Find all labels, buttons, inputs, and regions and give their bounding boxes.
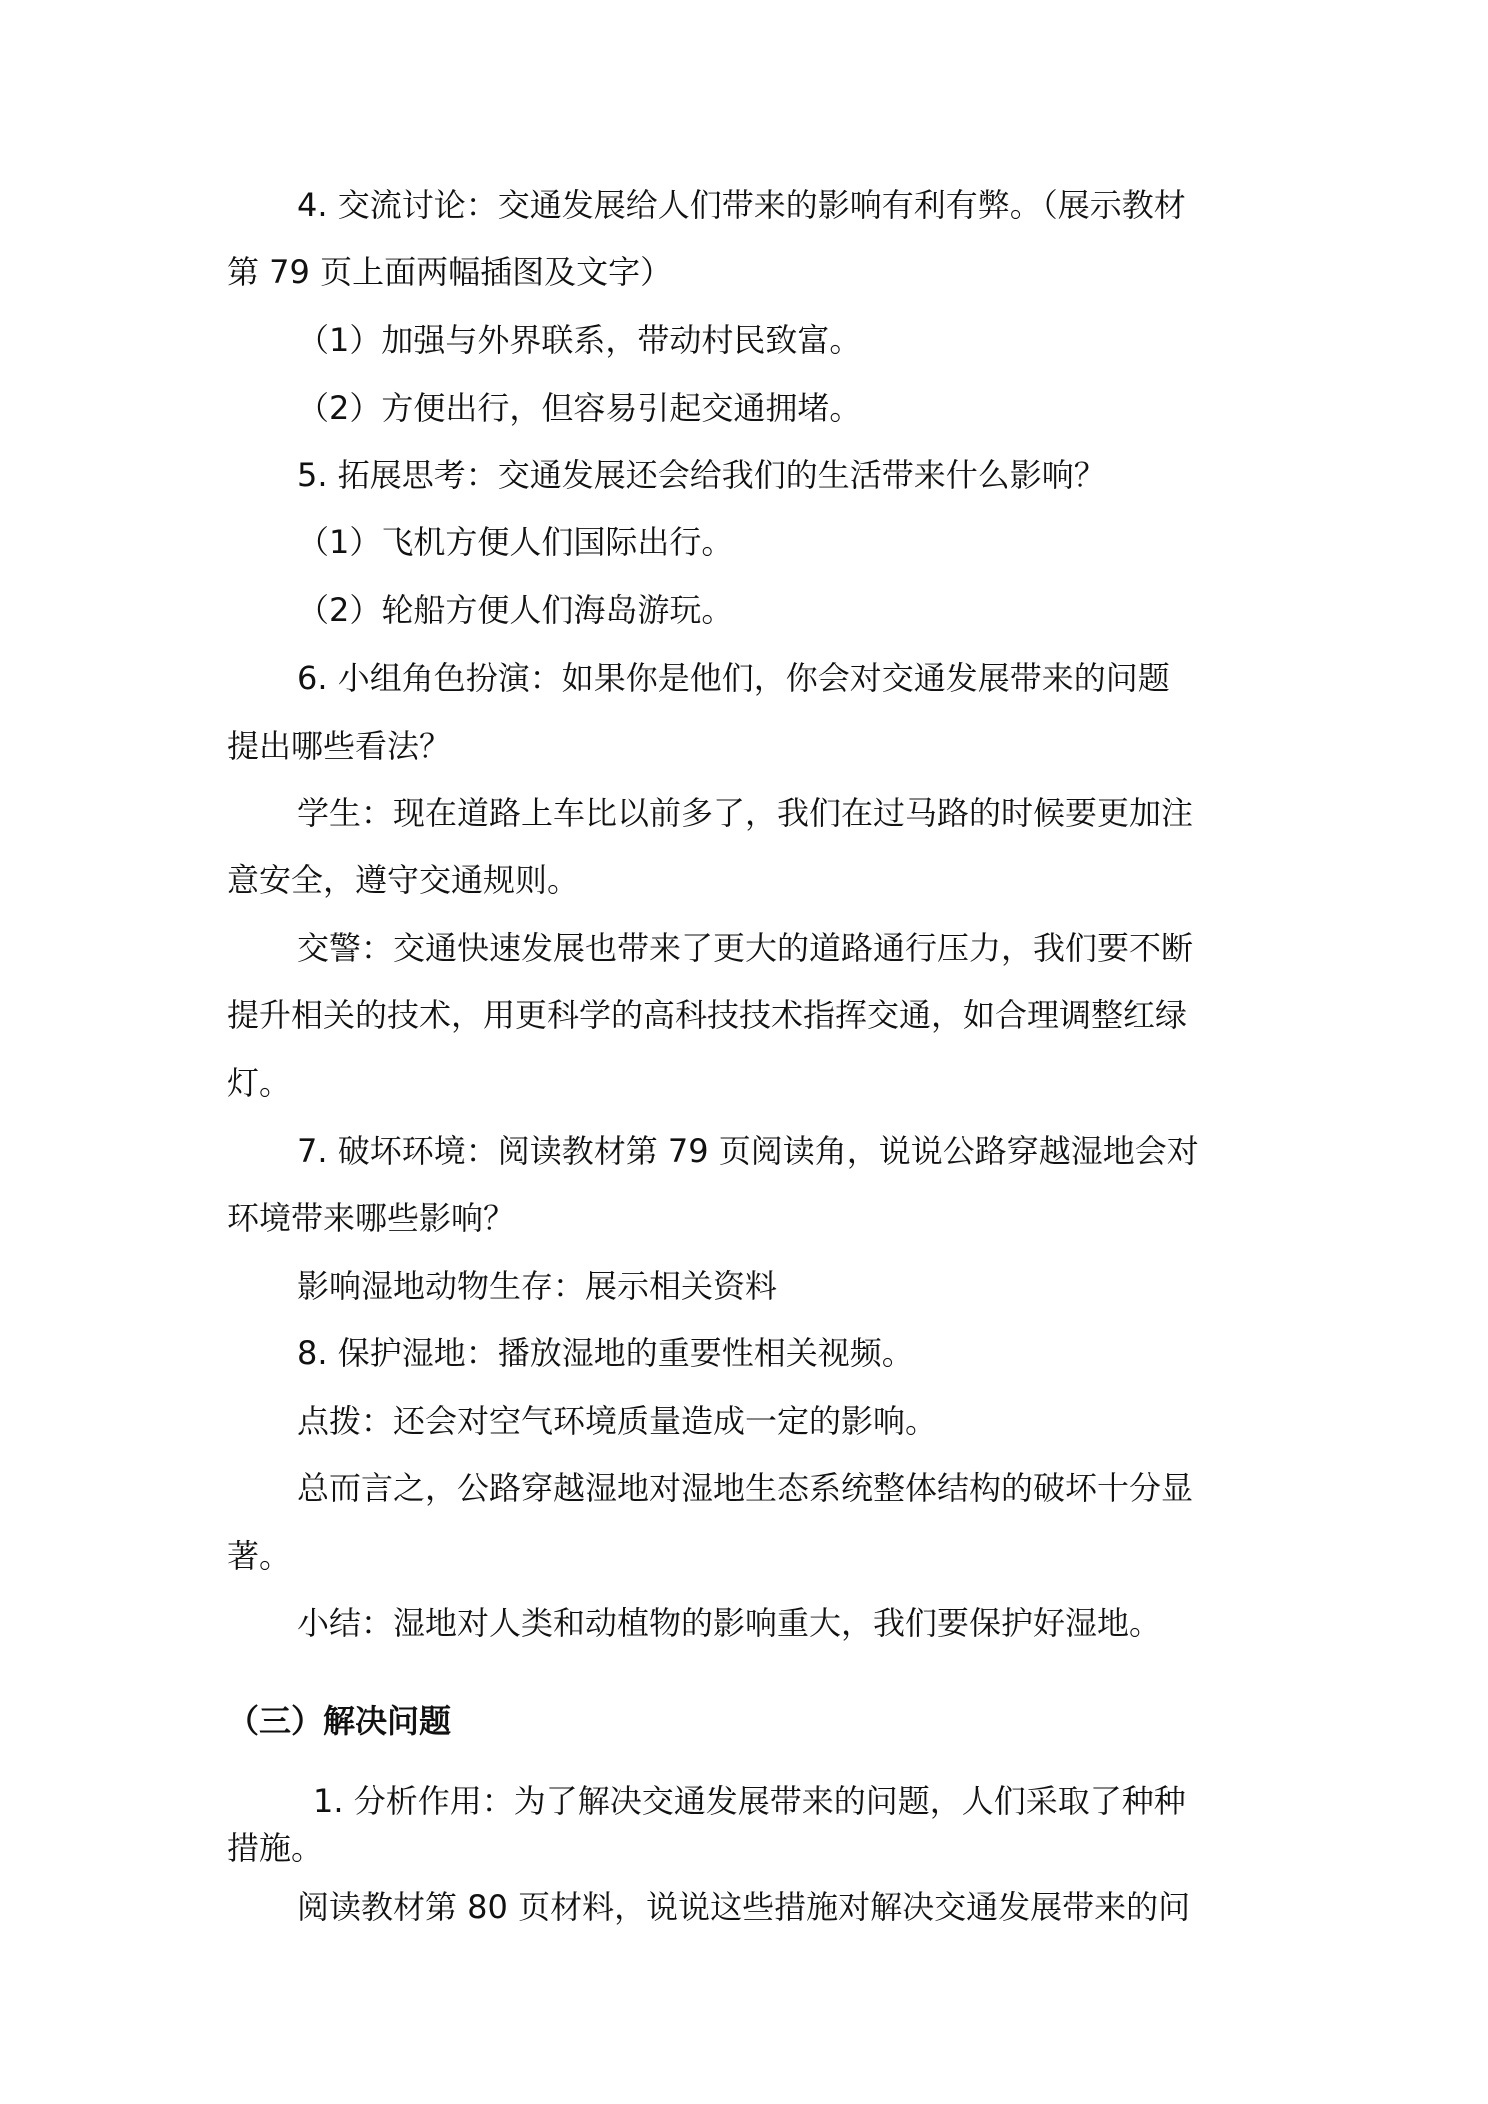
item-4-line-1: 4. 交流讨论：交通发展给人们带来的影响有利有弊。（展示教材 bbox=[297, 186, 1186, 224]
section-item-1-line-1: 1. 分析作用：为了解决交通发展带来的问题，人们采取了种种 bbox=[313, 1782, 1186, 1820]
student-line-1: 学生：现在道路上车比以前多了，我们在过马路的时候要更加注 bbox=[297, 794, 1194, 832]
hint-line: 点拨：还会对空气环境质量造成一定的影响。 bbox=[297, 1402, 938, 1440]
summary-line-2: 著。 bbox=[227, 1537, 292, 1575]
section-heading: （三）解决问题 bbox=[227, 1702, 452, 1740]
item-8-line-1: 8. 保护湿地：播放湿地的重要性相关视频。 bbox=[297, 1334, 914, 1372]
summary-line-1: 总而言之，公路穿越湿地对湿地生态系统整体结构的破坏十分显 bbox=[297, 1469, 1194, 1507]
item-4-sub-2: （2）方便出行，但容易引起交通拥堵。 bbox=[297, 389, 862, 427]
police-line-3: 灯。 bbox=[227, 1064, 292, 1102]
item-4-line-2: 第 79 页上面两幅插图及文字） bbox=[227, 253, 673, 291]
item-7-line-1: 7. 破坏环境：阅读教材第 79 页阅读角，说说公路穿越湿地会对 bbox=[297, 1132, 1199, 1170]
student-line-2: 意安全，遵守交通规则。 bbox=[227, 861, 580, 899]
item-4-sub-1: （1）加强与外界联系，带动村民致富。 bbox=[297, 321, 862, 359]
item-5-sub-1: （1）飞机方便人们国际出行。 bbox=[297, 523, 734, 561]
item-6-line-1: 6. 小组角色扮演：如果你是他们，你会对交通发展带来的问题 bbox=[297, 659, 1170, 697]
item-6-line-2: 提出哪些看法？ bbox=[227, 727, 452, 765]
section-item-1-line-2: 措施。 bbox=[227, 1829, 324, 1867]
item-5-sub-2: （2）轮船方便人们海岛游玩。 bbox=[297, 591, 734, 629]
item-5-line-1: 5. 拓展思考：交通发展还会给我们的生活带来什么影响？ bbox=[297, 456, 1106, 494]
police-line-2: 提升相关的技术，用更科学的高科技技术指挥交通，如合理调整红绿 bbox=[227, 996, 1188, 1034]
conclusion-line: 小结：湿地对人类和动植物的影响重大，我们要保护好湿地。 bbox=[297, 1604, 1162, 1642]
item-7-note: 影响湿地动物生存：展示相关资料 bbox=[297, 1267, 778, 1305]
item-7-line-2: 环境带来哪些影响？ bbox=[227, 1199, 516, 1237]
section-reading-line: 阅读教材第 80 页材料，说说这些措施对解决交通发展带来的问 bbox=[297, 1888, 1191, 1926]
police-line-1: 交警：交通快速发展也带来了更大的道路通行压力，我们要不断 bbox=[297, 929, 1194, 967]
